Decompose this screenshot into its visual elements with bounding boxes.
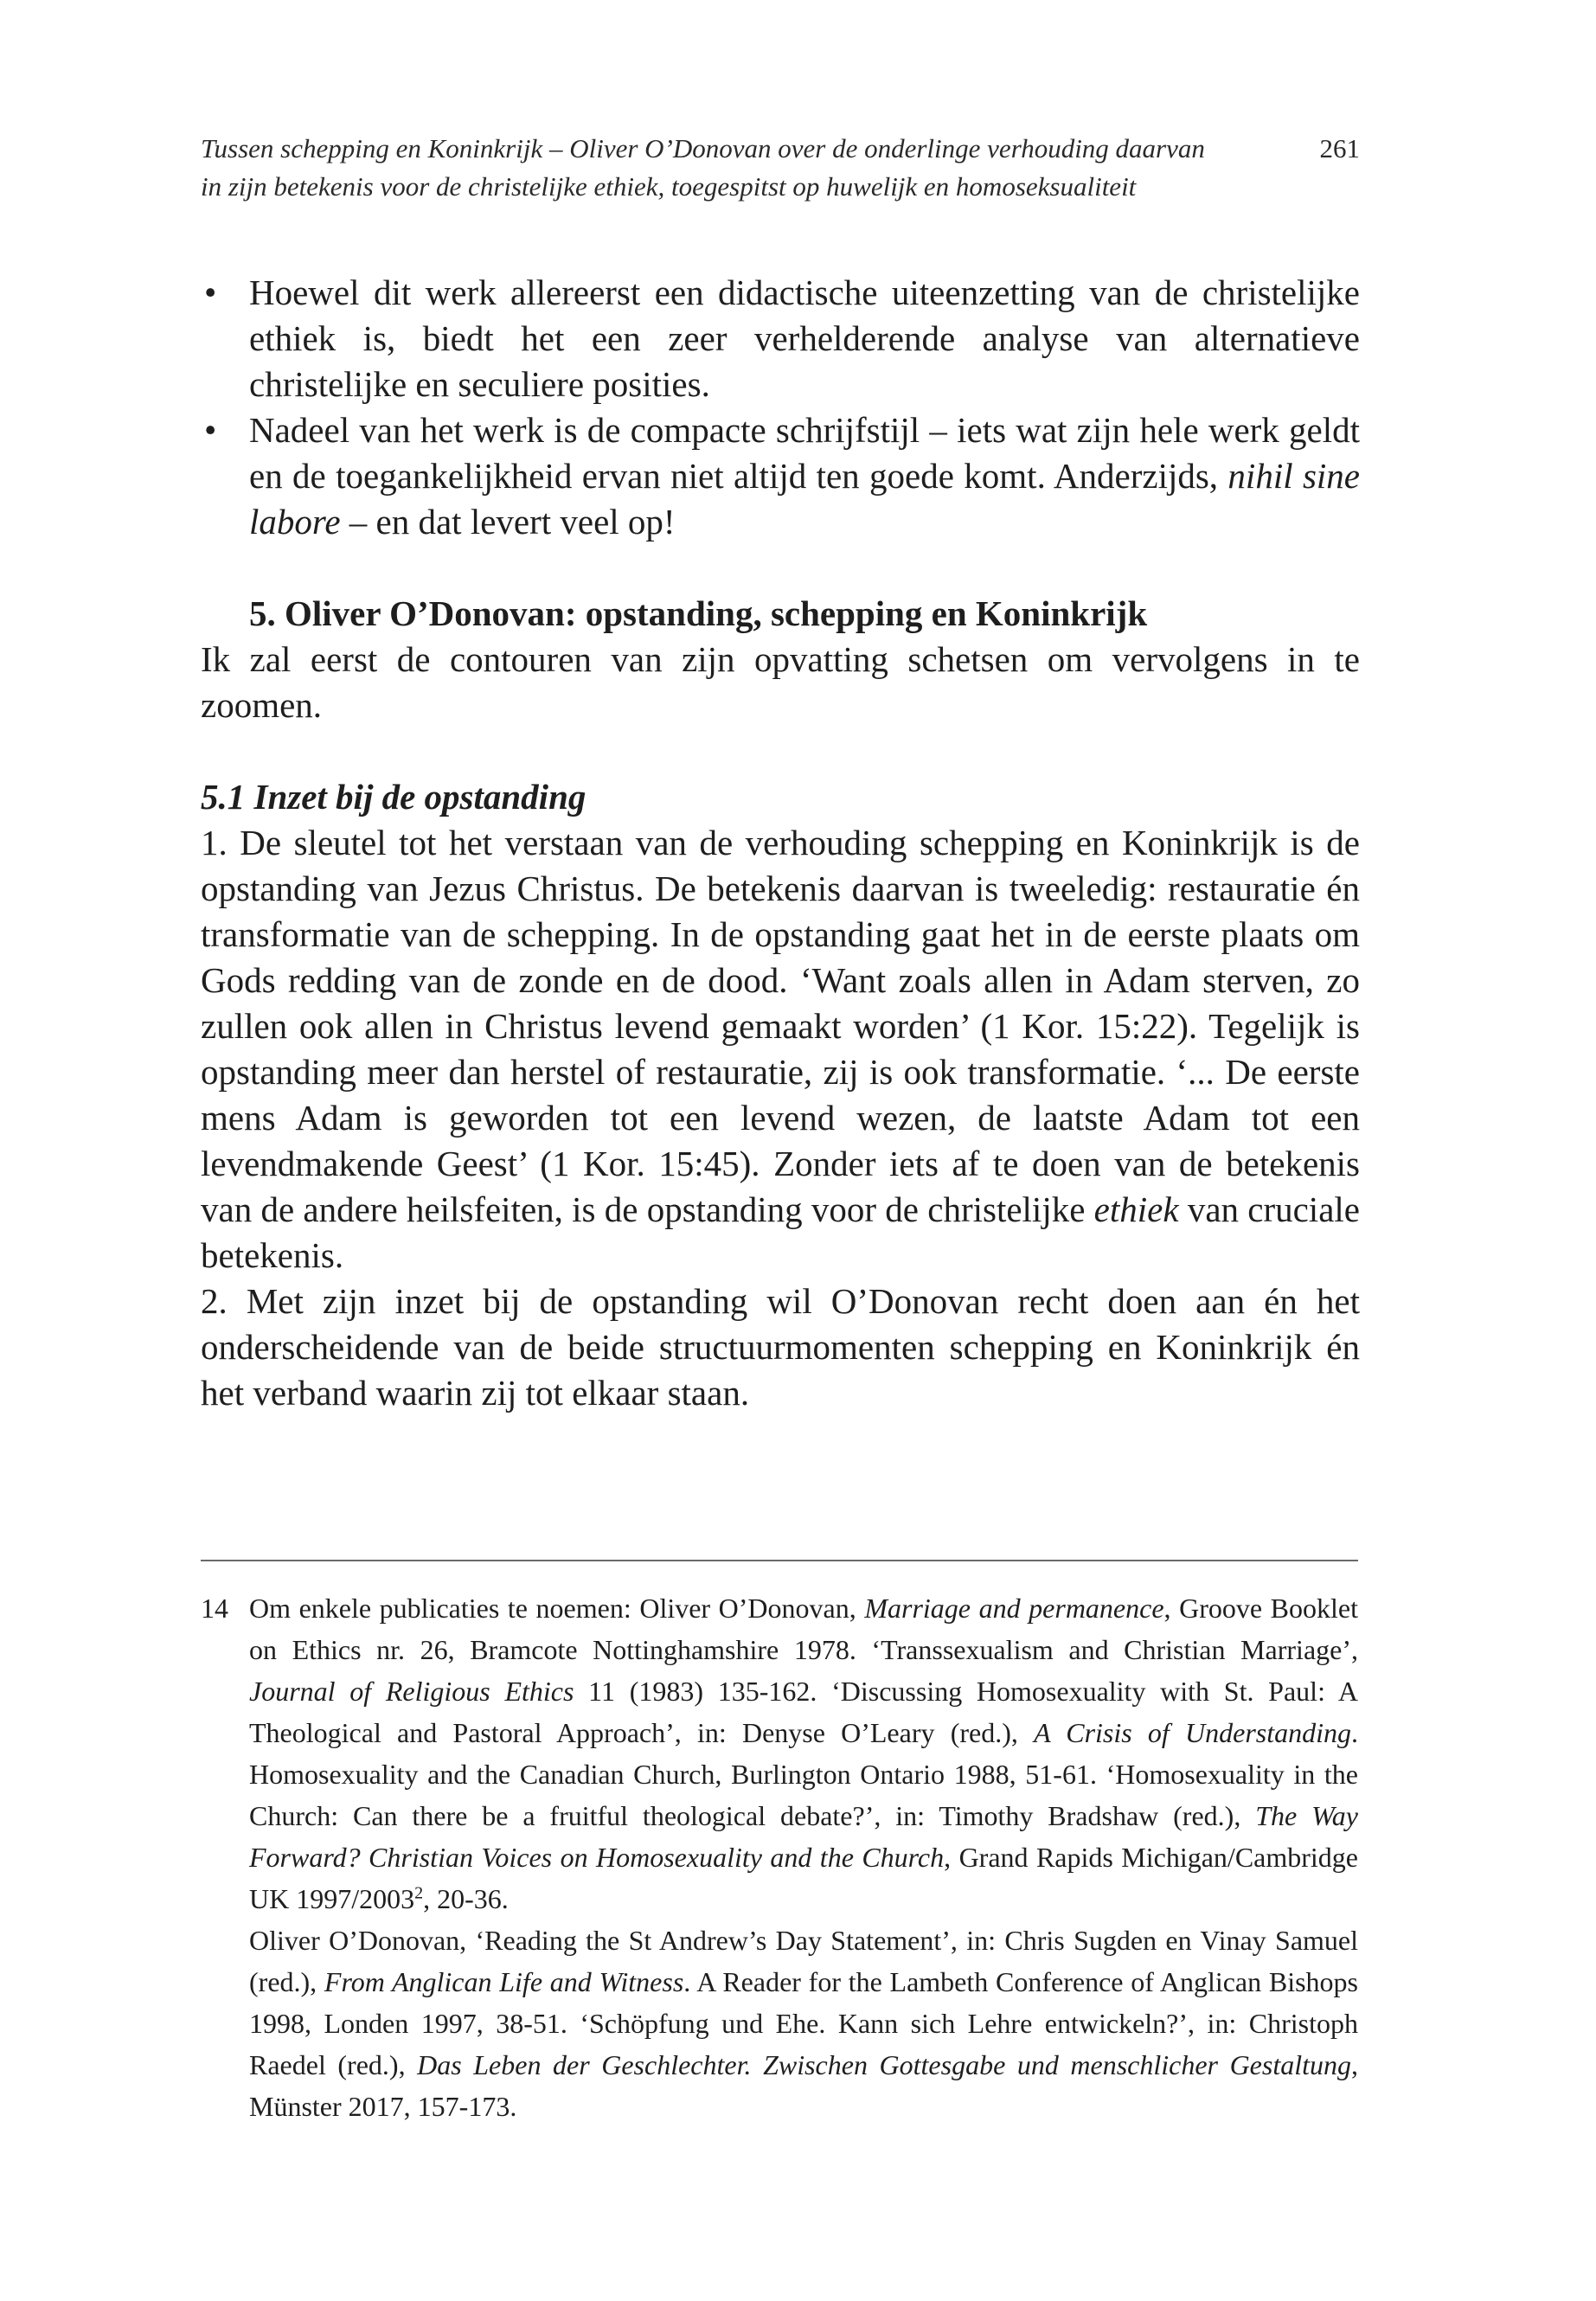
footnote-title: Das Leben der Geschlechter. Zwischen Gottesgabe und menschlicher Gestaltung [417, 2049, 1352, 2080]
footnote-title: From Anglican Life and Witness [324, 1966, 684, 1997]
footnote-divider [201, 1560, 1358, 1561]
paragraph-1 [201, 820, 1360, 1279]
footnote-text: , 20-36. [423, 1883, 509, 1914]
paragraph-1-text: 1. De sleutel tot het verstaan van de verhouding schepping en Koninkrijk is de opstanding van Jezus Christus. De betekenis daarvan is tweeledig: restauratie én transformatie van de schepping. In de opstanding gaat het in de eerste plaats om Gods redding van de zonde en de dood. ‘Want zoals allen in Adam sterven, zo zullen ook allen in Christus levend gemaakt worden’ (1 Kor. 15:22). Tegelijk is opstanding meer dan herstel of restauratie, zij is ook transformatie. ‘... De eerste mens Adam is geworden tot een levend wezen, de laatste Adam tot een levendmakende Geest’ (1 Kor. 15:45). Zonder iets af te doen van de betekenis van de andere heilsfeiten, is de opstanding voor de christelijke [201, 823, 1360, 1229]
running-header-line-1: Tussen schepping en Koninkrijk – Oliver O’Donovan over de onderlinge verhouding daarvan [201, 133, 1205, 163]
footnote-number: 14 [201, 1593, 228, 1624]
page [201, 130, 1360, 1416]
paragraph-2: 2. Met zijn inzet bij de opstanding wil O’Donovan recht doen aan én het onderscheidende van de beide structuurmomenten schepping en Koninkrijk én het verband waarin zij tot elkaar staan. [201, 1281, 1360, 1413]
footnote-title: A Crisis of Understanding [1034, 1717, 1352, 1748]
bullet-list [201, 270, 1360, 545]
paragraph-1-italic: ethiek [1093, 1189, 1179, 1229]
bullet-item [201, 270, 1360, 407]
footnote-14 [201, 1587, 1358, 2127]
running-header-line-2: in zijn betekenis voor de christelijke ethiek, toegespitst op huwelijk en homoseksualiteit [201, 171, 1137, 202]
footnote-text: . A Reader for the Lambeth Conference of Anglican Bishops 1998, Londen 1997, 38-51. ‘Schöpfung und Ehe. Kann sich Lehre entwickeln?’, in: Christoph Raedel (red.), [249, 1966, 1359, 2080]
footnote-text: , Grand Rapids Michigan/Cambridge UK 1997/2003 [249, 1842, 1359, 1914]
bullet-text: Hoewel dit werk allereerst een didactische uiteenzetting van de christelijke ethiek is, biedt het een zeer verhelderende analyse van alternatieve christelijke en seculiere posities. [249, 272, 1360, 404]
running-header [201, 130, 1360, 206]
footnote-title: The Way Forward? Christian Voices on Homosexuality and the Church [249, 1800, 1359, 1873]
footnote-title: Journal of Religious Ethics [249, 1676, 574, 1707]
paragraph-1-text-end: van cruciale betekenis. [201, 1189, 1360, 1275]
footnote-text: , Münster 2017, 157-173. [249, 2049, 1359, 2122]
page-number: 261 [1319, 133, 1360, 163]
footnote-text: Om enkele publicaties te noemen: Oliver O’Donovan, [249, 1593, 865, 1624]
footnotes [201, 1587, 1358, 2127]
section-title: 5. Oliver O’Donovan: opstanding, schepping en Koninkrijk [249, 593, 1148, 633]
footnote-text: . Homosexuality and the Canadian Church, Burlington Ontario 1988, 51-61. ‘Homosexuality in the Church: Can there be a fruitful theological debate?’, in: Timothy Bradshaw (red.), [249, 1717, 1359, 1831]
body-text [201, 270, 1360, 1416]
bullet-text: – en dat levert veel op! [340, 502, 676, 542]
bullet-text: Nadeel van het werk is de compacte schrijfstijl – iets wat zijn hele werk geldt en de toegankelijkheid ervan niet altijd ten goede komt. Anderzijds, [249, 410, 1360, 496]
footnote-title: Marriage and permanence [864, 1593, 1164, 1624]
footnote-paragraph-1 [249, 1587, 1358, 1920]
footnote-text: Oliver O’Donovan, ‘Reading the St Andrew’s Day Statement’, in: Chris Sugden en Vinay Samuel (red.), [249, 1925, 1358, 1997]
bullet-text-italic: nihil sine labore [249, 456, 1360, 542]
bullet-marker: • [204, 272, 217, 312]
subsection-title: 5.1 Inzet bij de opstanding [201, 777, 586, 817]
footnote-text: 11 (1983) 135-162. ‘Discussing Homosexuality with St. Paul: A Theological and Pastoral Approach’, in: Denyse O’Leary (red.), [249, 1676, 1359, 1748]
bullet-marker: • [204, 410, 217, 450]
footnote-superscript: 2 [414, 1883, 424, 1903]
section-intro: Ik zal eerst de contouren van zijn opvatting schetsen om vervolgens in te zoomen. [201, 639, 1360, 725]
footnote-text: , Groove Booklet on Ethics nr. 26, Bramcote Nottinghamshire 1978. ‘Transsexualism and Christian Marriage’, [249, 1593, 1359, 1665]
bullet-item [201, 407, 1360, 545]
footnote-paragraph-2 [249, 1920, 1358, 2127]
